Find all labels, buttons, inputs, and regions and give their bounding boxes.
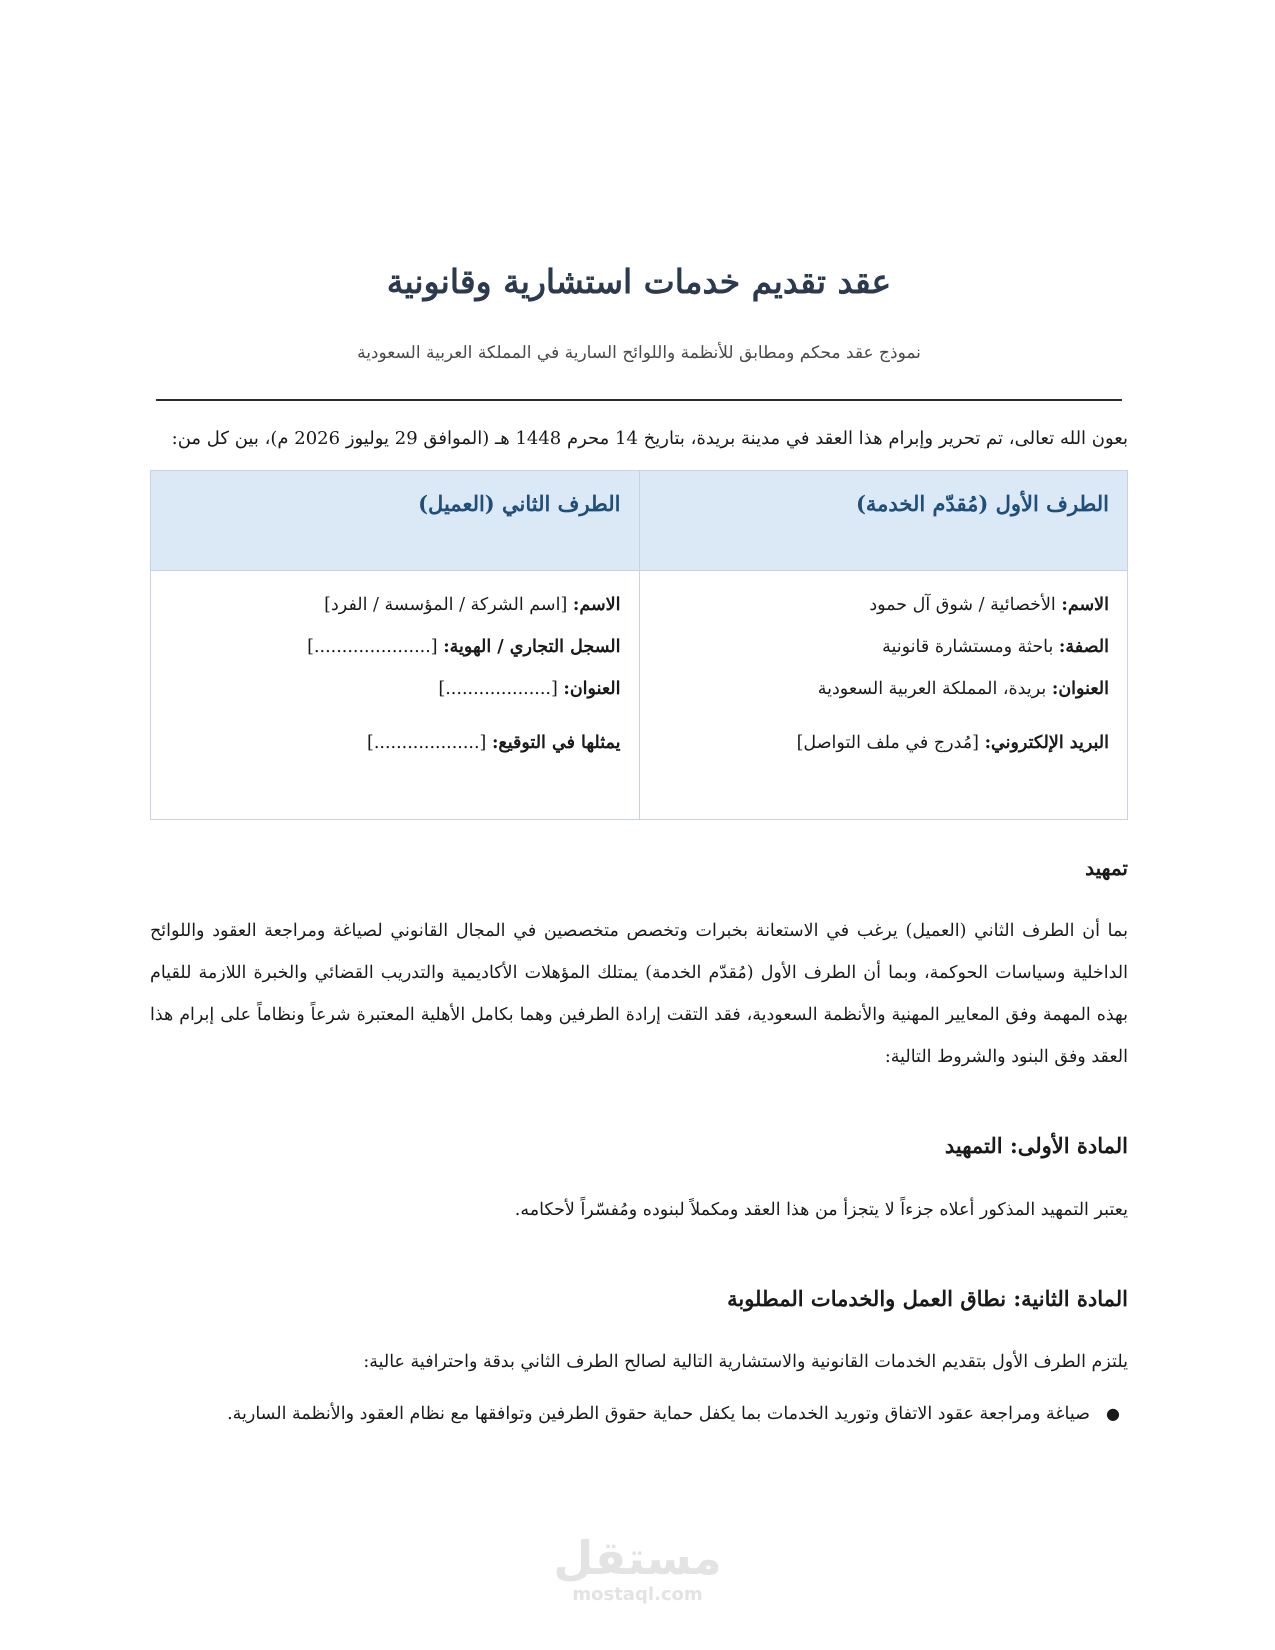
- field-value: بريدة، المملكة العربية السعودية: [817, 679, 1047, 699]
- second-party-address: [169, 675, 621, 703]
- contract-page: [150, 0, 1128, 1650]
- watermark-logo: مستقل: [553, 1531, 722, 1585]
- first-party-email: [658, 729, 1110, 757]
- field-label: البريد الإلكتروني:: [984, 733, 1109, 753]
- field-value: باحثة ومستشارة قانونية: [882, 637, 1054, 657]
- field-value: [.....................]: [307, 637, 438, 657]
- field-value: [اسم الشركة / المؤسسة / الفرد]: [324, 595, 568, 615]
- second-party-heading: الطرف الثاني (العميل): [151, 471, 640, 571]
- article-2-heading: المادة الثانية: نطاق العمل والخدمات المطلوبة: [727, 1286, 1128, 1311]
- contract-intro: بعون الله تعالى، تم تحرير وإبرام هذا العقد في مدينة بريدة، بتاريخ 14 محرم 1448 هـ (الموافق 29 يوليوز 2026 م)، بين كل من:: [171, 428, 1128, 449]
- list-item-text: صياغة ومراجعة عقود الاتفاق وتوريد الخدمات بما يكفل حماية حقوق الطرفين وتوافقها مع نظام العقود والأنظمة السارية.: [227, 1404, 1090, 1424]
- watermark: [0, 1532, 1275, 1606]
- field-label: الاسم:: [572, 595, 621, 615]
- second-party-details: [151, 571, 640, 820]
- second-party-name: [169, 591, 621, 619]
- services-list: [150, 1392, 1128, 1436]
- field-label: العنوان:: [1051, 679, 1109, 699]
- article-1-heading: المادة الأولى: التمهيد: [944, 1133, 1128, 1158]
- preamble-text: بما أن الطرف الثاني (العميل) يرغب في الاستعانة بخبرات وتخصص متخصصين في المجال القانوني لصياغة ومراجعة العقود واللوائح الداخلية وسياسات الحوكمة، وبما أن الطرف الأول (مُقدّم الخدمة) يمتلك المؤهلات الأكاديمية والتدريب القضائي والخبرة اللازمة للقيام بهذه المهمة وفق المعايير المهنية والأنظمة السعودية، فقد التقت إرادة الطرفين وهما بكامل الأهلية المعتبرة شرعاً ونظاماً على إبرام هذا العقد وفق البنود والشروط التالية:: [150, 921, 1128, 1067]
- field-label: الصفة:: [1058, 637, 1109, 657]
- bullet-icon: ●: [1106, 1404, 1120, 1423]
- preamble-heading: تمهيد: [1085, 856, 1128, 880]
- field-value: [...................]: [367, 733, 487, 753]
- field-label: العنوان:: [563, 679, 621, 699]
- field-label: السجل التجاري / الهوية:: [443, 637, 621, 657]
- article-1-text: يعتبر التمهيد المذكور أعلاه جزءاً لا يتجزأ من هذا العقد ومكملاً لبنوده ومُفسّراً لأحكامه.: [514, 1200, 1128, 1220]
- document-title: عقد تقديم خدمات استشارية وقانونية: [386, 262, 892, 301]
- watermark-url: mostaql.com: [572, 1584, 703, 1605]
- article-2-text: يلتزم الطرف الأول بتقديم الخدمات القانونية والاستشارية التالية لصالح الطرف الثاني بدقة واحترافية عالية:: [363, 1352, 1128, 1372]
- field-value: الأخصائية / شوق آل حمود: [869, 595, 1056, 615]
- field-value: [مُدرج في ملف التواصل]: [796, 733, 979, 753]
- first-party-heading: الطرف الأول (مُقدّم الخدمة): [639, 471, 1128, 571]
- second-party-registry: [169, 633, 621, 661]
- field-value: [...................]: [438, 679, 558, 699]
- parties-table: [150, 470, 1128, 820]
- document-subtitle: نموذج عقد محكم ومطابق للأنظمة واللوائح السارية في المملكة العربية السعودية: [357, 343, 921, 363]
- first-party-details: [639, 571, 1128, 820]
- first-party-name: [658, 591, 1110, 619]
- first-party-role: [658, 633, 1110, 661]
- first-party-address: [658, 675, 1110, 703]
- title-divider: [156, 399, 1122, 401]
- field-label: يمثلها في التوقيع:: [491, 733, 621, 753]
- second-party-signatory: [169, 729, 621, 757]
- field-label: الاسم:: [1061, 595, 1109, 615]
- list-item: [150, 1392, 1120, 1436]
